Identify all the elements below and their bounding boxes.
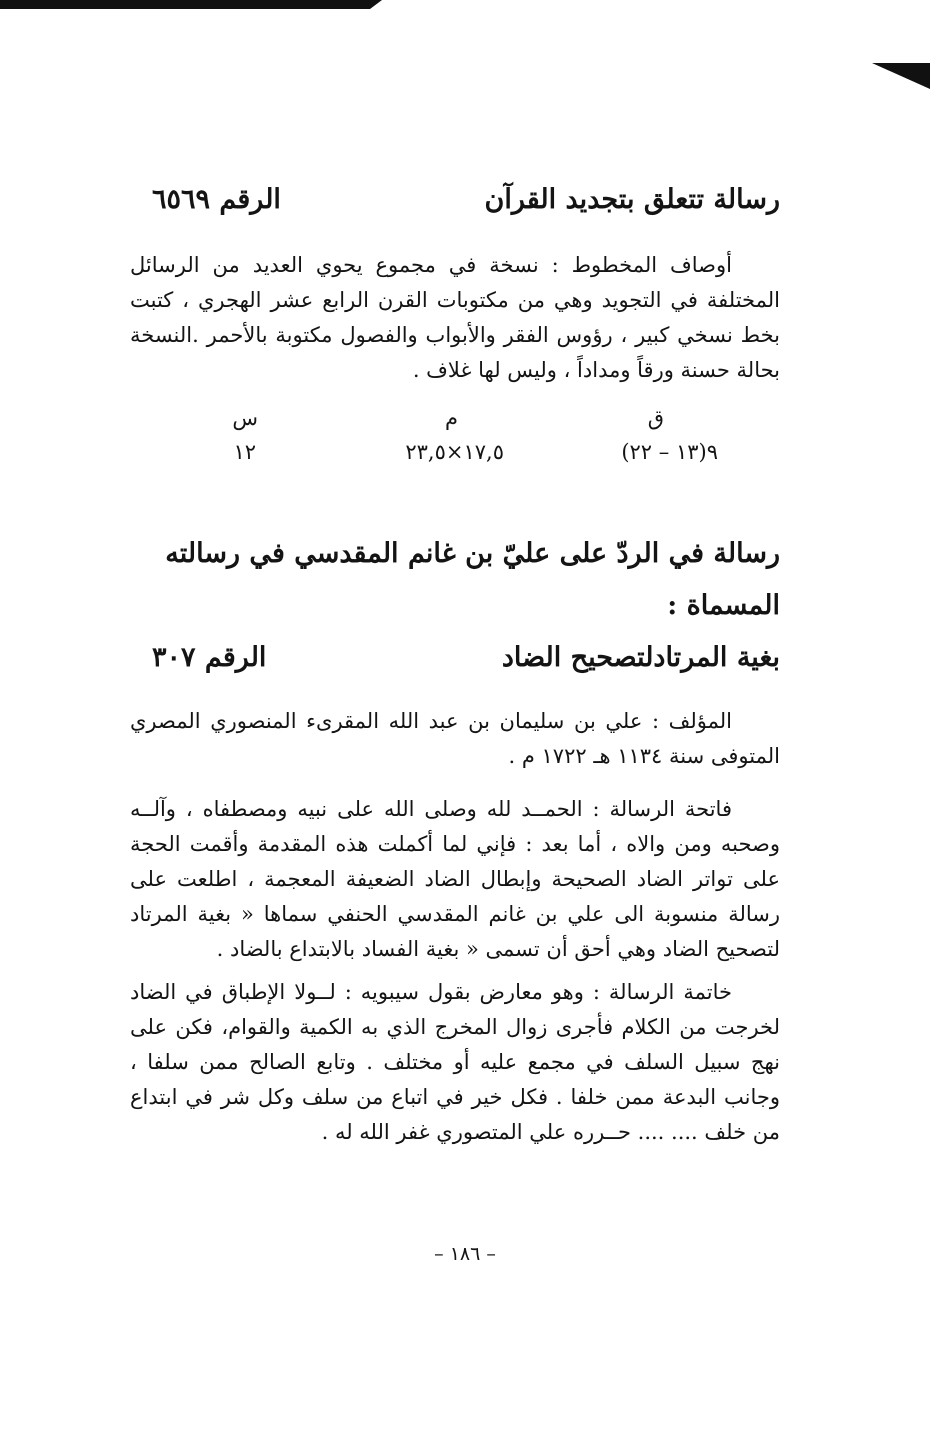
measurement-header-m: م (444, 406, 458, 430)
entry-2-title-line-2: بغية المرتادلتصحيح الضاد (501, 642, 780, 673)
measurements-table (130, 406, 780, 486)
entry-2-opening: فاتحة الرسالة : الحمــد لله وصلى الله على نبيه ومصطفاه ، وآلــه وصحبه ومن والاه ، أما بعد : فإني لما أكملت هذه المقدمة وأقمت الحجة على تواتر الضاد الصحيحة وإبطال الضاد الضعيفة المعجمة ، اطلعت على رسالة منسوبة الى علي بن غانم المقدسي الحنفي سماها « بغية المرتاد لتصحيح الضاد وهي أحق أن تسمى « بغية الفساد بالابتداع بالضاد . (130, 797, 780, 961)
measurement-header-s: س (232, 406, 258, 430)
entry-2-author: المؤلف : علي بن سليمان بن عبد الله المقرىء المنصوري المصري المتوفى سنة ١١٣٤ هـ ١٧٢٢ م . (130, 709, 780, 768)
entry-1-title: رسالة تتعلق بتجديد القرآن (484, 184, 780, 215)
measurement-value-m: ١٧,٥×٢٣,٥ (405, 440, 504, 464)
entry-2-title-line-1: رسالة في الردّ على عليّ بن غانم المقدسي في رسالته المسماة : (165, 538, 780, 621)
entry-1-description: أوصاف المخطوط : نسخة في مجموع يحوي العديد من الرسائل المختلفة في التجويد وهي من مكتوبات القرن الرابع عشر الهجري ، كتبت بخط نسخي كبير ، رؤوس الفقر والأبواب والفصول مكتوبة بالأحمر .النسخة بحالة حسنة ورقاً ومداداً ، وليس لها غلاف . (130, 253, 780, 382)
entry-2-closing: خاتمة الرسالة : وهو معارض بقول سيبويه : لــولا الإطباق في الضاد لخرجت من الكلام فأجرى زوال المخرج الذي به الكمية والقوام، فكن على نهج سبيل السلف في مجمع عليه أو مختلف . وتابع الصالح ممن سلفا ، وجانب البدعة ممن خلفا . فكل خير في اتباع من سلف وكل شر في ابتداع من خلف .... .... حــرره علي المتصوري غفر الله له . (130, 980, 780, 1144)
entry-2-heading (130, 528, 780, 684)
entry-1-number: الرقم ٦٥٦٩ (152, 184, 281, 215)
measurement-value-s: ١٢ (233, 440, 256, 464)
measurement-value-q: ٩(١٣ – ٢٢) (621, 440, 718, 464)
entry-1-heading (130, 180, 780, 220)
corner-mark (872, 63, 930, 139)
page-content (130, 180, 780, 1150)
entry-2-number: الرقم ٣٠٧ (152, 642, 267, 673)
entry-2-title-row (130, 632, 780, 684)
scan-edge-bar (0, 0, 382, 9)
measurement-header-q: ق (647, 406, 664, 430)
page-number: – ١٨٦ – (434, 1243, 496, 1265)
